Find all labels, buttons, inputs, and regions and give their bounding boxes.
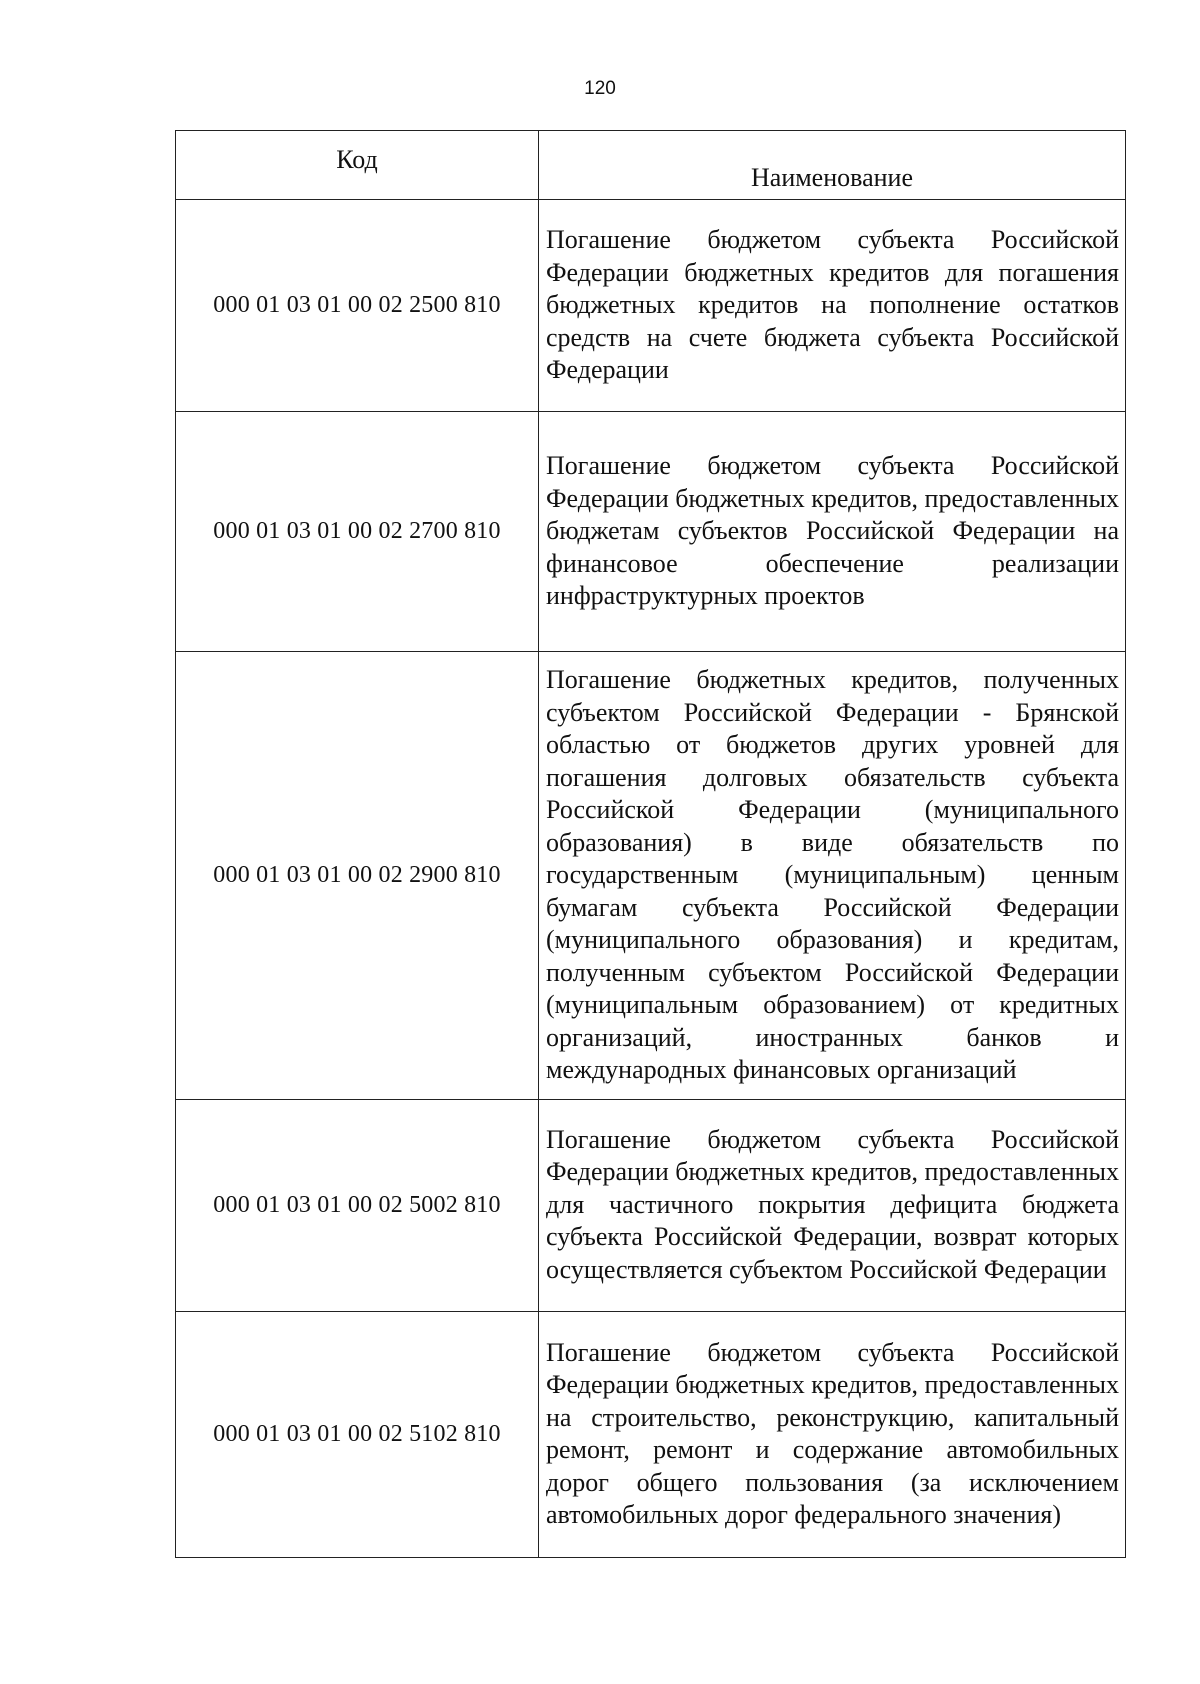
name-cell: Погашение бюджетных кредитов, полученных субъектом Российской Федерации - Брянской областью от бюджетов других уровней для погашения долговых обязательств субъекта Российской Федерации (муниципального образования) в виде обязательств по государственным (муниципальным) ценным бумагам субъекта Российской Федерации (муниципального образования) и кредитам, полученным субъектом Российской Федерации (муниципальным образованием) от кредитных организаций, иностранных банков и международных финансовых организаций: [539, 652, 1126, 1100]
code-cell: 000 01 03 01 00 02 5002 810: [176, 1099, 539, 1311]
code-cell: 000 01 03 01 00 02 5102 810: [176, 1311, 539, 1557]
table-row: [176, 652, 1126, 1100]
code-cell: 000 01 03 01 00 02 2700 810: [176, 412, 539, 652]
table-row: [176, 1099, 1126, 1311]
table-row: [176, 1311, 1126, 1557]
code-cell: 000 01 03 01 00 02 2500 810: [176, 200, 539, 412]
name-cell: Погашение бюджетом субъекта Российской Федерации бюджетных кредитов, предоставленных бюджетам субъектов Российской Федерации на финансовое обеспечение реализации инфраструктурных проектов: [539, 412, 1126, 652]
name-cell: Погашение бюджетом субъекта Российской Федерации бюджетных кредитов для погашения бюджетных кредитов на пополнение остатков средств на счете бюджета субъекта Российской Федерации: [539, 200, 1126, 412]
table-row: [176, 412, 1126, 652]
table-header-row: [176, 131, 1126, 200]
header-name: Наименование: [539, 131, 1126, 200]
page-number: 120: [584, 78, 616, 99]
name-cell: Погашение бюджетом субъекта Российской Федерации бюджетных кредитов, предоставленных для частичного покрытия дефицита бюджета субъекта Российской Федерации, возврат которых осуществляется субъектом Российской Федерации: [539, 1099, 1126, 1311]
name-cell: Погашение бюджетом субъекта Российской Федерации бюджетных кредитов, предоставленных на строительство, реконструкцию, капитальный ремонт, ремонт и содержание автомобильных дорог общего пользования (за исключением автомобильных дорог федерального значения): [539, 1311, 1126, 1557]
budget-codes-table: [175, 130, 1126, 1558]
header-code: Код: [176, 131, 539, 200]
table-row: [176, 200, 1126, 412]
code-cell: 000 01 03 01 00 02 2900 810: [176, 652, 539, 1100]
